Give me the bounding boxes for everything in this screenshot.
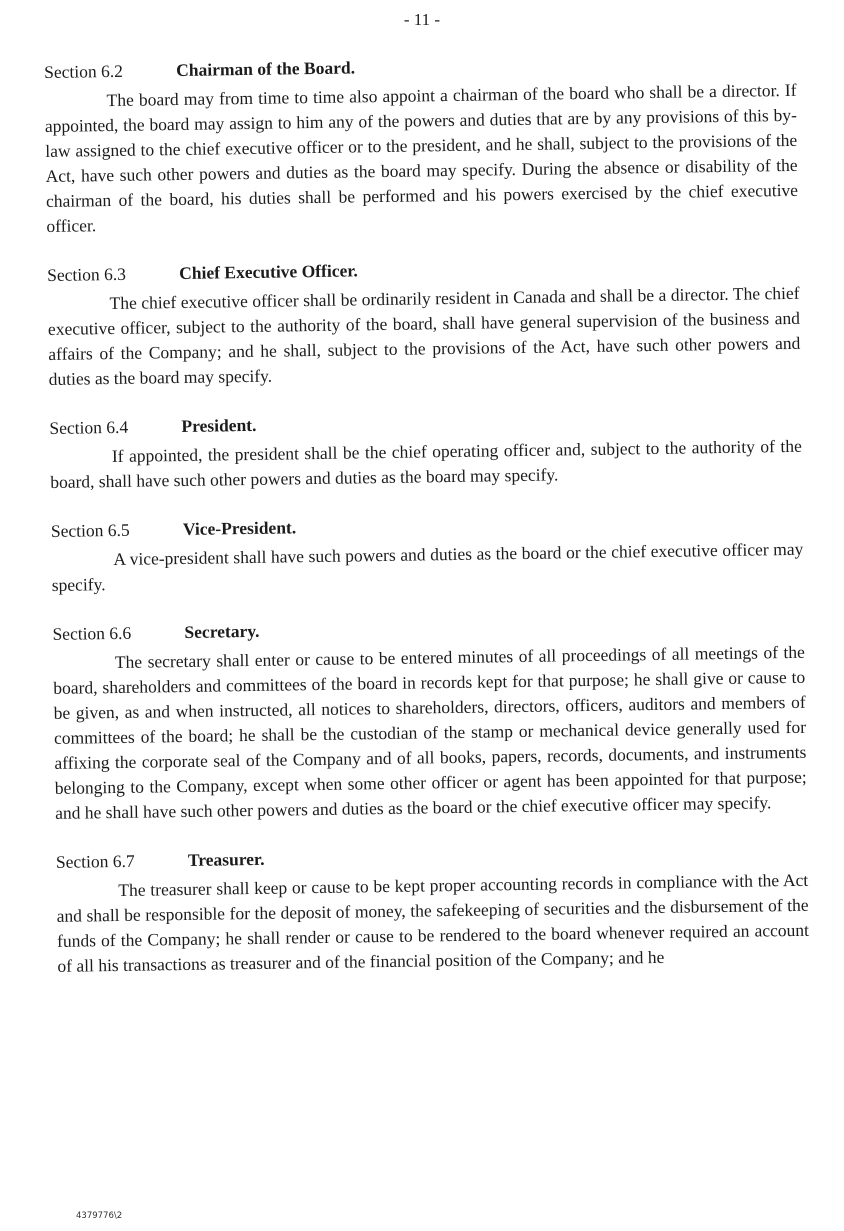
section-title: Secretary.: [184, 620, 260, 642]
section-6-4: [49, 407, 802, 495]
section-6-7: [56, 841, 810, 979]
section-6-3: [47, 254, 801, 392]
section-heading: [49, 407, 801, 439]
section-title: Vice-President.: [182, 517, 297, 539]
section-number: Section 6.4: [49, 416, 129, 438]
section-body: If appointed, the president shall be the chief operating officer and, subject to the authority of the board, shall have such other powers and duties as the board may specify.: [50, 435, 802, 492]
document-id: 4379776\2: [76, 1211, 123, 1221]
page-number: - 11 -: [403, 10, 441, 29]
document-body: [44, 51, 810, 1005]
section-body: A vice-president shall have such powers and duties as the board or the chief executive officer may specify.: [51, 538, 804, 595]
section-number: Section 6.5: [50, 519, 130, 541]
section-heading: [51, 510, 803, 542]
section-number: Section 6.6: [52, 622, 132, 644]
section-heading: [47, 254, 799, 286]
section-title: Treasurer.: [187, 848, 265, 870]
section-title: President.: [181, 414, 257, 437]
section-heading: [56, 841, 808, 873]
section-body: The treasurer shall keep or cause to be kept proper accounting records in compliance with the Act and shall be responsible for the deposit of money, the safekeeping of securities and the disbursement of the funds of the Company; he shall render or cause to be rendered to the board whenever required an account of all his transactions as treasurer and of the financial position of the Company; and he: [56, 869, 810, 976]
section-body: The chief executive officer shall be ordinarily resident in Canada and shall be a director. The chief executive officer, subject to the authority of the board, shall have general supervision of the business and affairs of the Company; and he shall, subject to the provisions of the Act, have such other powers and duties as the board may specify.: [47, 282, 801, 389]
section-number: Section 6.7: [55, 850, 135, 872]
section-title: Chief Executive Officer.: [178, 260, 358, 284]
section-body: The board may from time to time also appoint a chairman of the board who shall be a director. If appointed, the board may assign to him any of the powers and duties that are by any provisions of this by-law assigned to the chief executive officer or to the president, and he shall, subject to the provisions of the Act, have such other powers and duties as the board may specify. During the absence or disability of the chairman of the board, his duties shall be performed and his powers exercised by the chief executive officer.: [44, 79, 799, 236]
section-heading: [44, 51, 796, 83]
section-6-6: [52, 613, 807, 826]
section-heading: [52, 613, 804, 645]
section-body: The secretary shall enter or cause to be entered minutes of all proceedings of all meetings of the board, shareholders and committees of the board in records kept for that purpose; he shall give or cause to be given, as and when instructed, all notices to shareholders, directors, officers, auditors and members of committees of the board; he shall be the custodian of the stamp or mechanical device generally used for affixing the corporate seal of the Company and of all books, papers, records, documents, and instruments belonging to the Company, except when some other officer or agent has been appointed for that purpose; and he shall have such other powers and duties as the board or the chief executive officer may specify.: [53, 641, 807, 823]
section-6-2: [44, 51, 799, 239]
section-6-5: [51, 510, 804, 598]
section-title: Chairman of the Board.: [175, 57, 356, 81]
section-number: Section 6.3: [47, 263, 127, 285]
section-number: Section 6.2: [44, 60, 124, 82]
